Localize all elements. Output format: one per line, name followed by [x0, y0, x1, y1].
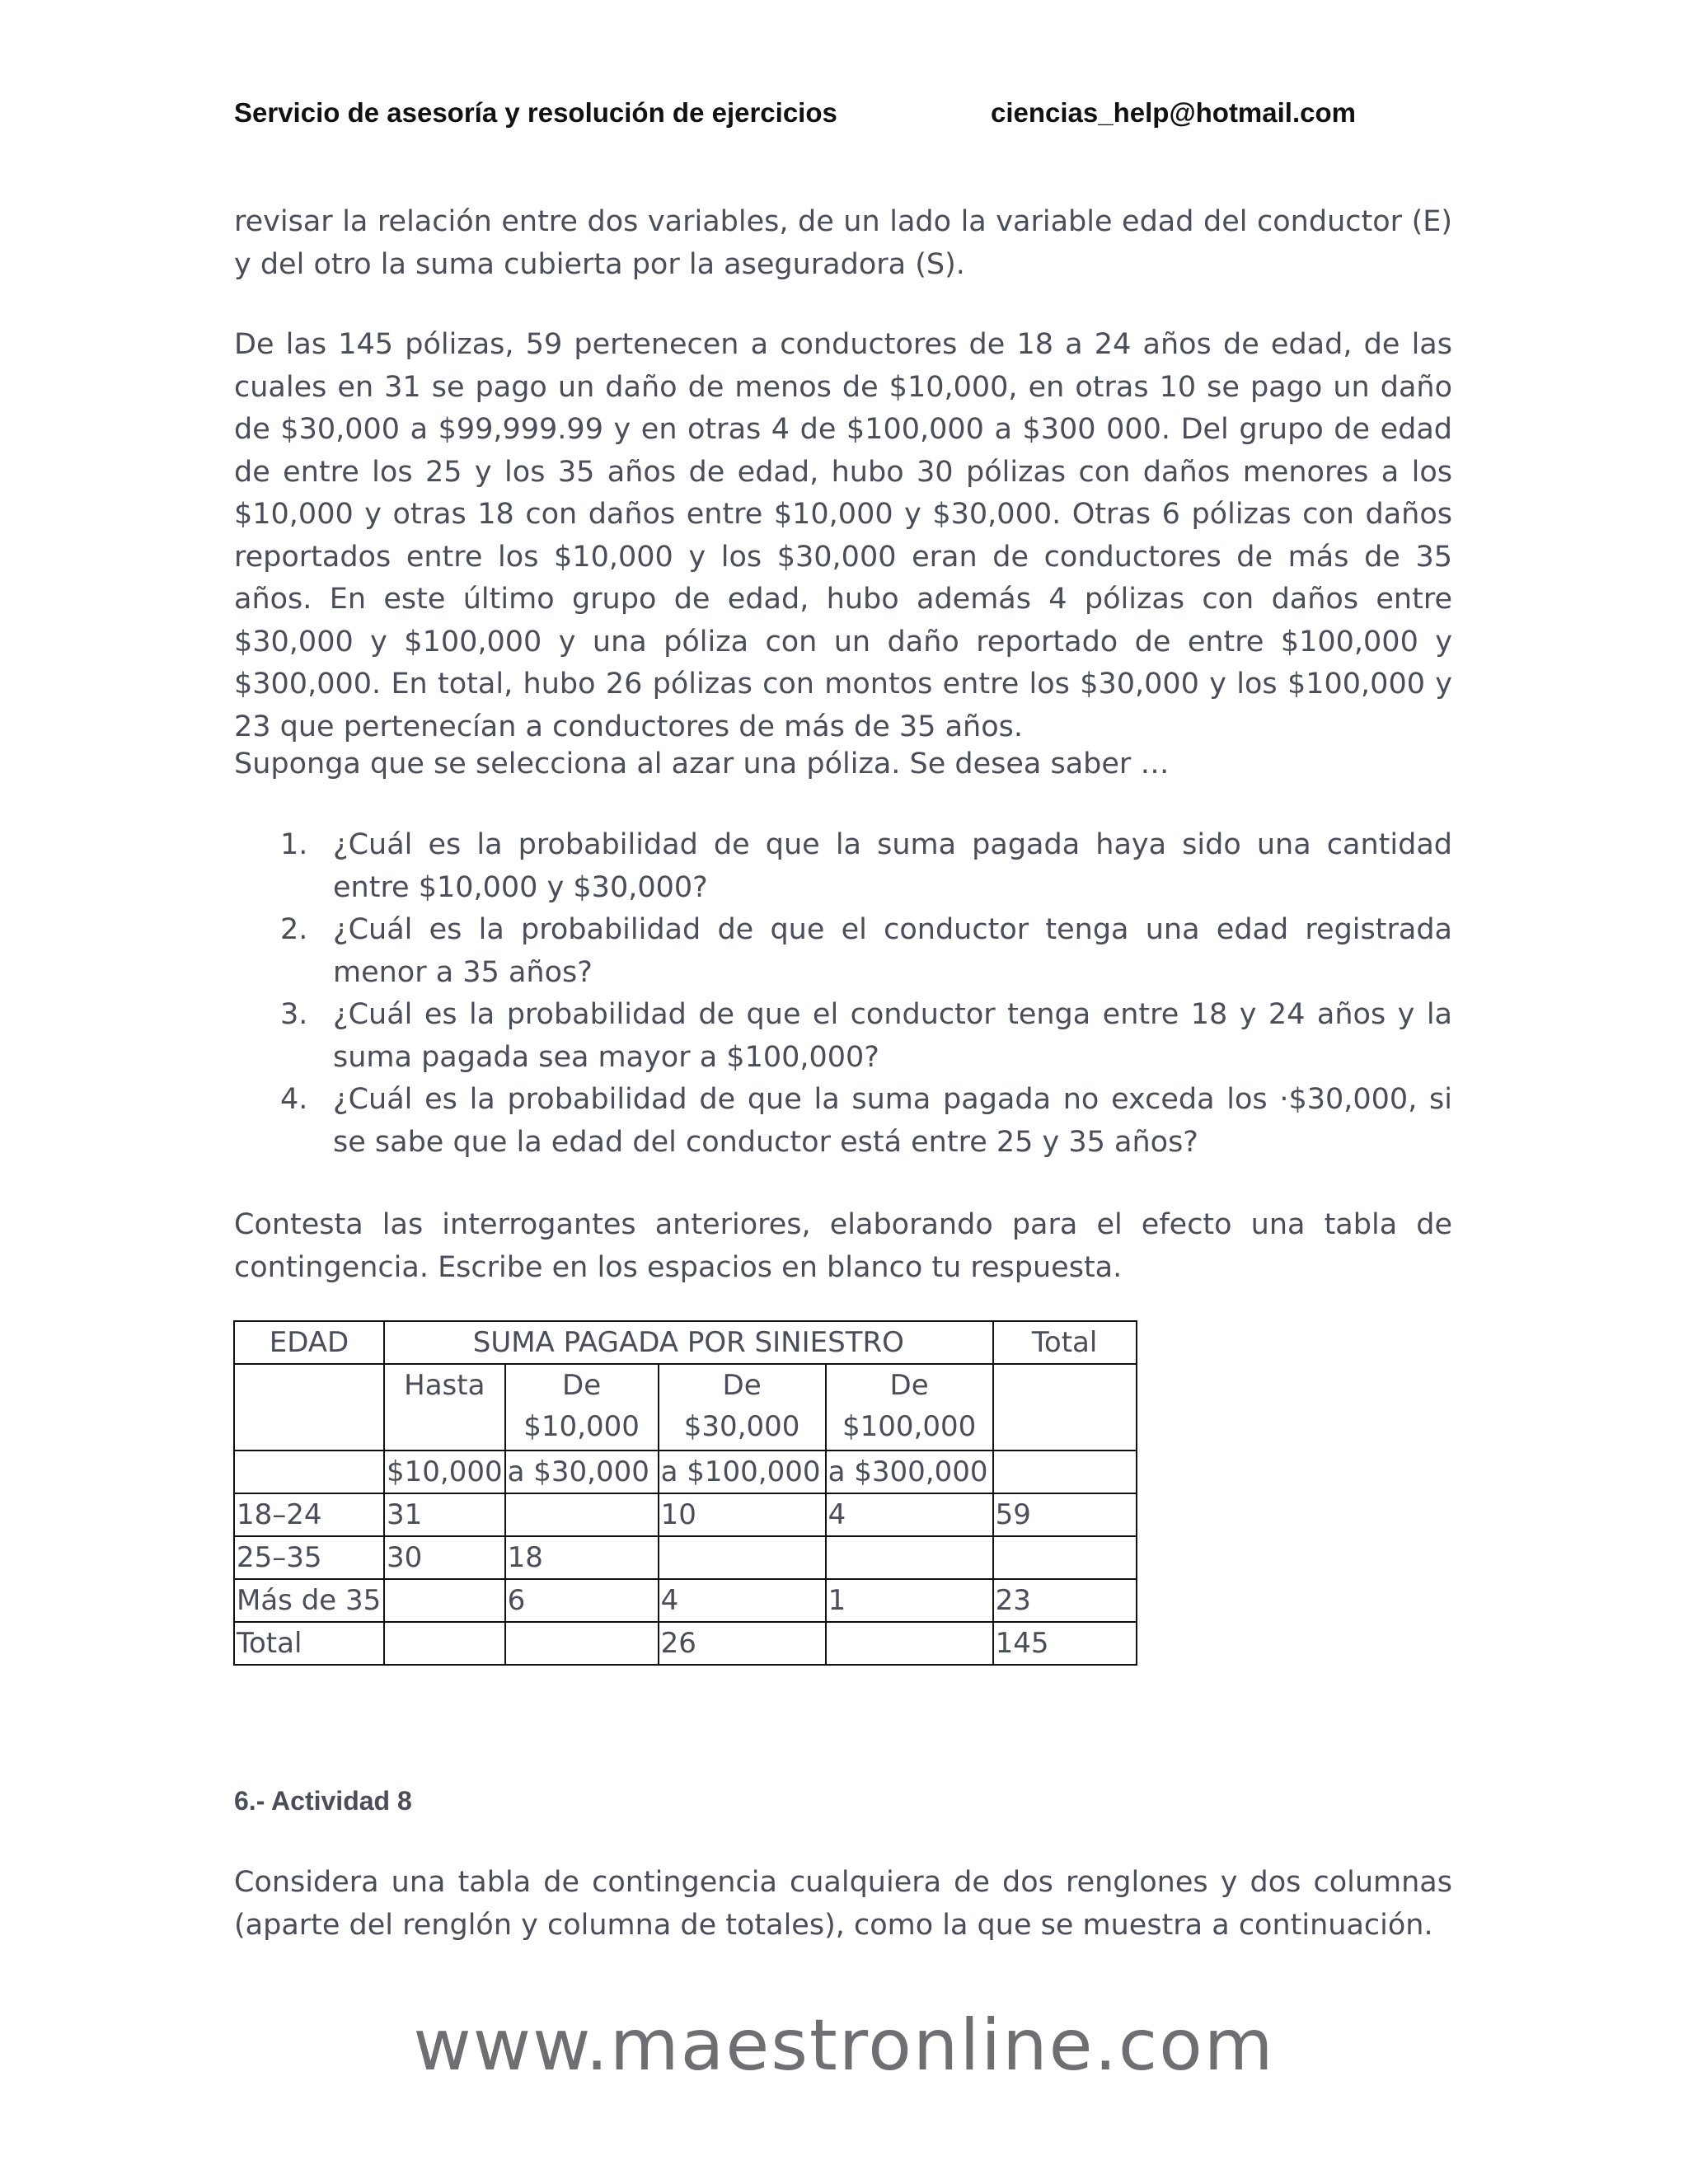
table-cell: [826, 1622, 993, 1665]
subheader-cell: a $30,000: [505, 1451, 659, 1493]
table-cell: 10: [659, 1493, 826, 1536]
subheader-cell: De $100,000: [826, 1364, 993, 1451]
table-cell: 1: [826, 1579, 993, 1622]
page-header: [234, 97, 1454, 138]
subheader-cell: a $300,000: [826, 1451, 993, 1493]
table-row: [234, 1493, 1137, 1536]
question-number: 3.: [280, 998, 308, 1031]
table-row: [234, 1579, 1137, 1622]
question-list: [280, 824, 1452, 1164]
table-cell: 18: [505, 1536, 659, 1579]
paragraph-intro: revisar la relación entre dos variables, de un lado la variable edad del conductor (E) y del otro la suma cubierta por la aseguradora (S).: [234, 205, 1452, 281]
header-suma: SUMA PAGADA POR SINIESTRO: [384, 1321, 993, 1364]
table-subheader-row: [234, 1364, 1137, 1451]
question-text: ¿Cuál es la probabilidad de que la suma pagada haya sido una cantidad entre $10,000 y $30,000?: [333, 828, 1452, 904]
service-title: Servicio de asesoría y resolución de ejercicios: [234, 97, 837, 128]
table-cell: [384, 1622, 505, 1665]
paragraph-instructions: Contesta las interrogantes anteriores, elaborando para el efecto una tabla de contingencia. Escribe en los espacios en blanco tu respuesta.: [234, 1208, 1452, 1284]
table-cell: 4: [659, 1579, 826, 1622]
header-total: Total: [993, 1321, 1137, 1364]
table-cell: 25–35: [234, 1536, 384, 1579]
table-cell: 59: [993, 1493, 1137, 1536]
question-item: [280, 909, 1452, 994]
table-cell: [659, 1536, 826, 1579]
question-item: [280, 1079, 1452, 1164]
table-cell: [993, 1364, 1137, 1451]
contingency-table: [233, 1320, 1137, 1666]
table-cell: [826, 1536, 993, 1579]
table-header-row: [234, 1321, 1137, 1364]
table-cell: [384, 1579, 505, 1622]
table-cell: 30: [384, 1536, 505, 1579]
question-number: 4.: [280, 1083, 308, 1116]
question-number: 2.: [280, 913, 308, 946]
footer-website: www.maestronline.com: [413, 2004, 1275, 2087]
question-text: ¿Cuál es la probabilidad de que el conductor tenga entre 18 y 24 años y la suma pagada sea mayor a $100,000?: [333, 998, 1452, 1074]
table-subheader-row: [234, 1451, 1137, 1493]
paragraph-activity: Considera una tabla de contingencia cualquiera de dos renglones y dos columnas (aparte del renglón y columna de totales), como la que se muestra a continuación.: [234, 1866, 1452, 1942]
question-item: [280, 994, 1452, 1079]
paragraph-suppose: Suponga que se selecciona al azar una póliza. Se desea saber …: [234, 748, 1170, 780]
table-cell: 18–24: [234, 1493, 384, 1536]
question-text: ¿Cuál es la probabilidad de que el conductor tenga una edad registrada menor a 35 años?: [333, 913, 1452, 989]
table-cell: [505, 1622, 659, 1665]
question-text: ¿Cuál es la probabilidad de que la suma pagada no exceda los ·$30,000, si se sabe que la edad del conductor está entre 25 y 35 años?: [333, 1083, 1452, 1159]
table-cell: Más de 35: [234, 1579, 384, 1622]
table-cell: Total: [234, 1622, 384, 1665]
table-cell: 26: [659, 1622, 826, 1665]
table-cell: 23: [993, 1579, 1137, 1622]
subheader-cell: De $10,000: [505, 1364, 659, 1451]
table-row: [234, 1536, 1137, 1579]
contact-email: ciencias_help@hotmail.com: [991, 97, 1356, 128]
paragraph-problem: De las 145 pólizas, 59 pertenecen a conductores de 18 a 24 años de edad, de las cuales en 31 se pago un daño de menos de $10,000, en otras 10 se pago un daño de $30,000 a $99,999.99 y en otras 4 de $100,000 a $300 000. Del grupo de edad de entre los 25 y los 35 años de edad, hubo 30 pólizas con daños menores a los $10,000 y otras 18 con daños entre $10,000 y $30,000. Otras 6 pólizas con daños reportados entre los $10,000 y los $30,000 eran de conductores de más de 35 años. En este último grupo de edad, hubo además 4 pólizas con daños entre $30,000 y $100,000 y una póliza con un daño reportado de entre $100,000 y $300,000. En total, hubo 26 pólizas con montos entre los $30,000 y los $100,000 y 23 que pertenecían a conductores de más de 35 años.: [234, 328, 1452, 743]
table-cell: [234, 1364, 384, 1451]
subheader-cell: Hasta: [384, 1364, 505, 1451]
question-number: 1.: [280, 828, 308, 861]
header-edad: EDAD: [234, 1321, 384, 1364]
table-cell: [993, 1536, 1137, 1579]
question-item: [280, 824, 1452, 909]
subheader-cell: a $100,000: [659, 1451, 826, 1493]
table-cell: [505, 1493, 659, 1536]
subheader-cell: De $30,000: [659, 1364, 826, 1451]
table-cell: [993, 1451, 1137, 1493]
table-cell: 31: [384, 1493, 505, 1536]
subheader-cell: $10,000: [384, 1451, 505, 1493]
table-row: [234, 1622, 1137, 1665]
table-cell: 6: [505, 1579, 659, 1622]
table-cell: 145: [993, 1622, 1137, 1665]
table-cell: 4: [826, 1493, 993, 1536]
table-cell: [234, 1451, 384, 1493]
section-title: 6.- Actividad 8: [234, 1786, 412, 1816]
